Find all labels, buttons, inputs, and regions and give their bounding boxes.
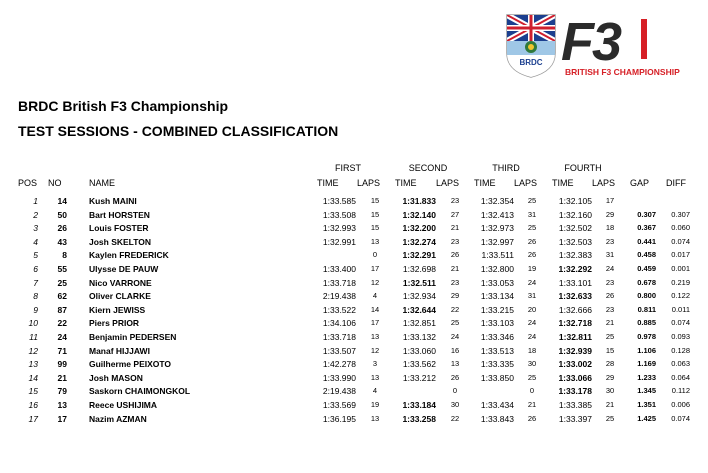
cell-time-second: 1:33.132 [402,332,436,342]
cell-laps-third: 19 [527,264,537,273]
cell-driver-name: Benjamin PEDERSEN [89,332,177,342]
table-row [0,346,708,360]
cell-laps-first: 19 [370,400,380,409]
cell-time-first: 1:33.400 [322,264,356,274]
cell-position: 1 [33,196,38,206]
cell-gap: 1.233 [637,372,656,382]
cell-laps-third: 20 [527,304,537,314]
cell-laps-fourth: 30 [605,386,615,396]
cell-time-first: 2:19.438 [322,291,356,302]
logo-caption: BRITISH F3 CHAMPIONSHIP [565,67,680,77]
cell-laps-third: 24 [527,332,537,341]
cell-diff: 0.219 [671,277,690,287]
cell-laps-first: 15 [370,196,380,205]
cell-laps-second: 16 [450,345,460,355]
cell-time-third: 1:32.973 [480,223,514,234]
cell-gap: 0.458 [637,250,656,260]
cell-diff: 0.017 [671,250,690,260]
cell-position: 8 [33,291,38,302]
cell-time-fourth: 1:33.002 [558,359,592,370]
cell-position: 4 [33,236,38,247]
table-row [0,414,708,428]
col-header-time-1: TIME [317,178,339,188]
session-title: TEST SESSIONS - COMBINED CLASSIFICATION [18,123,339,139]
cell-time-third: 1:32.413 [480,209,514,220]
cell-car-number: 25 [57,277,67,288]
cell-laps-first: 0 [372,250,378,260]
cell-time-fourth: 1:33.178 [558,386,592,397]
cell-car-number: 43 [57,236,67,247]
cell-car-number: 24 [57,332,67,342]
cell-laps-third: 21 [527,400,537,409]
cell-gap: 1.345 [637,386,656,396]
badge-text: BRDC [519,58,543,67]
cell-laps-fourth: 21 [605,400,615,409]
cell-gap: 1.169 [637,359,656,369]
cell-laps-second: 30 [450,400,460,409]
cell-car-number: 62 [57,291,67,302]
cell-laps-fourth: 17 [605,196,615,205]
cell-time-third: 1:33.103 [480,318,514,329]
f3-logo-mark: F3 [561,13,621,72]
union-flag-icon [507,15,555,78]
cell-gap: 1.351 [637,400,656,409]
cell-diff: 0.011 [671,304,690,314]
brdc-badge [507,15,555,78]
cell-laps-second: 13 [450,359,460,369]
cell-driver-name: Reece USHIJIMA [89,400,158,410]
cell-time-third: 1:33.843 [480,413,514,424]
col-header-time-3: TIME [474,178,496,188]
cell-laps-first: 17 [370,318,380,328]
cell-diff: 0.074 [671,236,690,246]
cell-gap: 1.425 [637,413,656,423]
cell-car-number: 21 [57,372,67,383]
cell-position: 12 [28,345,38,356]
cell-car-number: 99 [57,359,67,370]
cell-laps-first: 4 [372,291,378,301]
cell-laps-third: 18 [527,345,537,355]
table-row [0,196,708,210]
cell-time-first: 1:36.195 [322,413,356,424]
cell-laps-first: 15 [370,223,380,233]
cell-laps-first: 13 [370,413,380,423]
cell-laps-first: 3 [372,359,378,369]
cell-time-second: 1:32.851 [402,318,436,329]
cell-laps-fourth: 23 [605,304,615,314]
cell-driver-name: Oliver CLARKE [89,291,151,302]
table-row [0,400,708,414]
cell-gap: 0.678 [637,277,656,287]
col-header-diff: DIFF [666,178,686,188]
cell-time-third: 1:32.800 [480,264,514,274]
cell-time-fourth: 1:32.939 [558,345,592,356]
cell-time-third: 1:33.134 [480,291,514,302]
cell-time-second: 1:32.934 [402,291,436,302]
cell-driver-name: Kaylen FREDERICK [89,250,169,261]
cell-diff: 0.128 [671,345,690,355]
session-header-first: FIRST [335,163,361,173]
cell-time-fourth: 1:32.811 [558,332,592,342]
table-row [0,305,708,319]
cell-laps-third: 24 [527,277,537,287]
cell-time-fourth: 1:32.666 [558,304,592,315]
cell-diff: 0.060 [671,223,690,233]
cell-time-fourth: 1:32.503 [558,236,592,247]
cell-position: 13 [28,359,38,370]
cell-car-number: 50 [57,209,67,220]
cell-car-number: 17 [57,413,67,424]
cell-time-third: 1:33.346 [480,332,514,342]
cell-gap: 0.885 [637,318,656,328]
cell-laps-third: 26 [527,250,537,260]
cell-laps-fourth: 15 [605,345,615,355]
cell-driver-name: Kiern JEWISS [89,304,146,315]
cell-time-fourth: 1:32.383 [558,250,592,261]
col-header-laps-4: LAPS [592,178,616,188]
cell-laps-fourth: 25 [605,332,615,341]
cell-driver-name: Piers PRIOR [89,318,140,329]
cell-car-number: 55 [57,264,67,274]
championship-logo [503,13,698,78]
cell-time-first: 1:33.569 [322,400,356,410]
cell-diff: 0.122 [671,291,690,301]
cell-diff: 0.093 [671,332,690,341]
cell-laps-third: 24 [527,318,537,328]
table-row [0,359,708,373]
cell-time-second: 1:33.184 [402,400,436,410]
cell-laps-third: 25 [527,372,537,382]
cell-laps-fourth: 23 [605,277,615,287]
cell-time-first: 1:42.278 [322,359,356,370]
cell-laps-fourth: 18 [605,223,615,233]
cell-laps-first: 13 [370,236,380,246]
col-header-no: NO [48,178,62,188]
cell-position: 6 [33,264,38,274]
cell-time-third: 1:33.850 [480,372,514,383]
cell-laps-first: 14 [370,304,380,314]
cell-time-first: 1:33.718 [322,332,356,342]
col-header-time-4: TIME [552,178,574,188]
cell-driver-name: Nico VARRONE [89,277,152,288]
cell-position: 15 [28,386,38,397]
cell-laps-first: 13 [370,332,380,341]
cell-laps-second: 23 [450,277,460,287]
cell-laps-second: 23 [450,196,460,205]
cell-diff: 0.006 [671,400,690,409]
table-row [0,291,708,305]
cell-position: 9 [33,304,38,315]
cell-laps-first: 13 [370,372,380,382]
session-header-third: THIRD [492,163,520,173]
cell-laps-fourth: 29 [605,209,615,219]
cell-time-second: 1:32.511 [402,277,436,288]
cell-laps-third: 26 [527,413,537,423]
cell-time-fourth: 1:32.502 [558,223,592,234]
cell-position: 3 [33,223,38,234]
cell-time-first: 1:33.718 [322,277,356,288]
cell-driver-name: Kush MAINI [89,196,137,206]
cell-diff: 0.112 [671,386,690,396]
cell-time-third: 1:33.513 [480,345,514,356]
cell-driver-name: Louis FOSTER [89,223,149,234]
cell-diff: 0.001 [671,264,690,273]
table-row [0,278,708,292]
cell-laps-fourth: 28 [605,359,615,369]
cell-gap: 0.811 [637,304,656,314]
cell-laps-fourth: 24 [605,264,615,273]
cell-laps-third: 26 [527,236,537,246]
cell-position: 17 [28,413,38,424]
cell-time-third: 1:33.335 [480,359,514,370]
cell-diff: 0.064 [671,372,690,382]
cell-time-fourth: 1:32.160 [558,209,592,220]
cell-driver-name: Manaf HIJJAWI [89,345,150,356]
cell-time-fourth: 1:33.397 [558,413,592,424]
col-header-laps-1: LAPS [357,178,381,188]
cell-time-fourth: 1:32.718 [558,318,592,329]
cell-laps-fourth: 21 [605,318,615,328]
cell-time-second: 1:33.212 [402,372,436,383]
cell-time-second: 1:32.140 [402,209,436,220]
cell-laps-second: 26 [450,372,460,382]
cell-laps-third: 30 [527,359,537,369]
cell-position: 5 [33,250,38,261]
cell-laps-second: 26 [450,250,460,260]
cell-laps-third: 31 [527,209,537,219]
cell-position: 7 [33,277,38,288]
table-row [0,237,708,251]
table-row [0,373,708,387]
col-header-time-2: TIME [395,178,417,188]
cell-diff: 0.074 [671,413,690,423]
cell-time-first: 1:33.990 [322,372,356,383]
cell-time-third: 1:32.997 [480,236,514,247]
cell-diff: 0.307 [671,209,690,219]
cell-position: 16 [28,400,38,410]
table-row [0,332,708,346]
cell-time-second: 1:32.291 [402,250,436,261]
col-header-gap: GAP [630,178,650,188]
cell-car-number: 71 [57,345,67,356]
cell-time-first: 1:32.993 [322,223,356,234]
cell-time-first: 1:33.507 [322,345,356,356]
cell-time-second: 1:33.060 [402,345,436,356]
cell-laps-second: 22 [450,304,460,314]
cell-car-number: 79 [57,386,67,397]
cell-time-third: 1:33.053 [480,277,514,288]
cell-diff: 0.074 [671,318,690,328]
cell-time-third: 1:33.215 [480,304,514,315]
cell-time-fourth: 1:33.385 [558,400,592,410]
cell-laps-first: 12 [370,345,380,355]
cell-laps-fourth: 25 [605,413,615,423]
cell-position: 11 [29,332,38,342]
cell-time-second: 1:33.258 [402,413,436,424]
cell-time-second: 1:32.698 [402,264,436,274]
cell-time-fourth: 1:33.101 [558,277,592,288]
cell-laps-second: 23 [450,236,460,246]
cell-laps-second: 0 [452,386,458,396]
cell-laps-first: 4 [372,386,378,396]
cell-laps-fourth: 31 [605,250,615,260]
cell-driver-name: Saskorn CHAIMONGKOL [89,386,191,397]
cell-position: 14 [28,372,38,383]
cell-laps-fourth: 23 [605,236,615,246]
cell-gap: 0.459 [637,264,656,273]
cell-diff: 0.063 [671,359,690,369]
cell-position: 2 [33,209,38,220]
cell-gap: 0.978 [637,332,656,341]
cell-laps-second: 29 [450,291,460,301]
cell-time-second: 1:32.200 [402,223,436,234]
cell-gap: 1.106 [637,345,656,355]
cell-laps-third: 31 [527,291,537,301]
cell-laps-second: 21 [450,264,460,273]
cell-time-fourth: 1:32.292 [558,264,592,274]
cell-gap: 0.367 [637,223,656,233]
cell-car-number: 13 [57,400,67,410]
cell-laps-first: 15 [370,209,380,219]
cell-time-first: 2:19.438 [322,386,356,397]
cell-laps-third: 25 [527,196,537,205]
cell-driver-name: Josh MASON [89,372,143,383]
table-row [0,264,708,278]
session-header-fourth: FOURTH [564,163,602,173]
cell-laps-second: 27 [450,209,460,219]
cell-time-fourth: 1:32.633 [558,291,592,302]
cell-time-second: 1:31.833 [402,196,436,206]
col-header-laps-3: LAPS [514,178,538,188]
cell-gap: 0.307 [637,209,656,219]
col-header-name: NAME [89,178,116,188]
cell-position: 10 [28,318,38,329]
cell-car-number: 14 [57,196,67,206]
cell-laps-first: 12 [370,277,380,287]
cell-car-number: 8 [62,250,67,261]
cell-laps-second: 22 [450,413,460,423]
cell-car-number: 22 [57,318,67,329]
cell-laps-first: 17 [370,264,380,273]
cell-time-second: 1:32.274 [402,236,436,247]
cell-time-first: 1:33.508 [322,209,356,220]
cell-time-first: 1:33.585 [322,196,356,206]
session-header-second: SECOND [408,163,448,173]
table-row [0,223,708,237]
cell-time-fourth: 1:32.105 [558,196,592,206]
cell-time-third: 1:33.511 [481,250,514,261]
championship-title: BRDC British F3 Championship [18,98,229,114]
cell-laps-fourth: 26 [605,291,615,301]
cell-driver-name: Bart HORSTEN [89,209,150,220]
cell-laps-fourth: 29 [605,372,615,382]
logo-accent-stripe [641,19,647,59]
col-header-pos: POS [18,178,38,188]
cell-driver-name: Josh SKELTON [89,236,152,247]
table-row [0,250,708,264]
cell-time-second: 1:32.644 [402,304,436,315]
cell-time-first: 1:33.522 [322,304,356,315]
cell-time-fourth: 1:33.066 [558,372,592,383]
col-header-laps-2: LAPS [436,178,460,188]
cell-time-first: 1:34.106 [322,318,356,329]
table-row [0,210,708,224]
cell-time-first: 1:32.991 [322,236,356,247]
cell-gap: 0.800 [637,291,656,301]
cell-laps-second: 21 [450,223,460,233]
cell-time-second: 1:33.562 [402,359,436,370]
cell-time-third: 1:33.434 [480,400,514,410]
cell-driver-name: Guilherme PEIXOTO [89,359,172,370]
cell-laps-third: 0 [529,386,535,396]
table-row [0,386,708,400]
cell-laps-second: 25 [450,318,460,328]
cell-laps-third: 25 [527,223,537,233]
cell-laps-second: 24 [450,332,460,341]
cell-time-third: 1:32.354 [480,196,514,206]
cell-car-number: 87 [57,304,67,315]
cell-driver-name: Nazim AZMAN [89,413,147,424]
cell-gap: 0.441 [637,236,656,246]
cell-car-number: 26 [57,223,67,234]
table-row [0,318,708,332]
cell-driver-name: Ulysse DE PAUW [89,264,159,274]
